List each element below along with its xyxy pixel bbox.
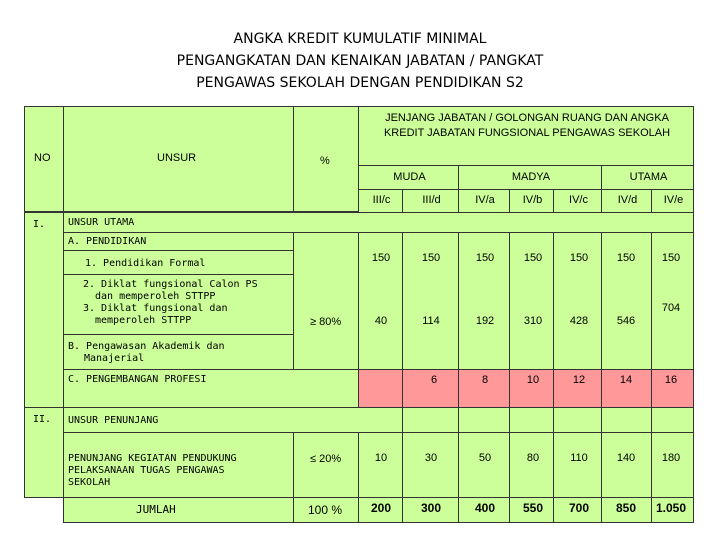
column-divider [553, 232, 554, 523]
diklat-value: 114 [422, 315, 440, 327]
penunjang-percent-cell [293, 432, 359, 498]
pengembangan-value: 6 [430, 374, 438, 386]
diklat-value: 40 [374, 315, 388, 327]
jumlah-cell [63, 497, 294, 523]
unsur-penunjang-cell [63, 407, 694, 433]
jumlah-label: JUMLAH [136, 503, 176, 516]
jumlah-value: 550 [522, 501, 544, 515]
diklat-line-4: memperoleh STTPP [95, 315, 192, 326]
column-divider [651, 232, 652, 523]
diklat-line-3: 3. Diklat fungsional dan [83, 303, 228, 314]
row-no-1: I. [33, 219, 46, 230]
jumlah-value: 200 [370, 501, 392, 515]
pengembangan-value: 10 [526, 374, 540, 386]
header-no: NO [34, 152, 51, 164]
unsur-utama-cell [63, 212, 694, 233]
penunjang-line-3: SEKOLAH [68, 477, 111, 488]
penunjang-value: 140 [616, 452, 636, 464]
jumlah-value: 400 [474, 501, 496, 515]
grade-7: IV/e [663, 194, 684, 206]
penunjang-line-1: PENUNJANG KEGIATAN PENDUKUNG [68, 453, 237, 464]
formal-value: 150 [569, 252, 589, 264]
pengawasan-line-2: Manajerial [84, 353, 145, 364]
grade-cell-7 [651, 189, 694, 213]
grade-5: IV/c [569, 194, 588, 206]
diklat-cell [63, 274, 294, 335]
formal-value: 150 [616, 252, 636, 264]
diklat-value: 704 [661, 302, 681, 314]
unsur-penunjang-label: UNSUR PENUNJANG [68, 415, 159, 426]
penunjang-value: 50 [478, 452, 492, 464]
column-divider [458, 232, 459, 523]
formal-value: 150 [661, 252, 681, 264]
unsur-utama-label: UNSUR UTAMA [68, 217, 135, 228]
header-group-utama: UTAMA [629, 171, 668, 183]
header-unsur: UNSUR [157, 152, 197, 164]
formal-value: 150 [475, 252, 495, 264]
row-no-2: II. [33, 414, 52, 425]
header-jenjang-line-1: JENJANG JABATAN / GOLONGAN RUANG DAN ANGKA [385, 112, 669, 124]
grade-2: III/d [422, 194, 441, 206]
title-line-1: ANGKA KREDIT KUMULATIF MINIMAL [233, 31, 487, 47]
jumlah-value: 300 [420, 501, 442, 515]
pengembangan-cell [63, 369, 359, 408]
formal-value: 150 [371, 252, 391, 264]
pengembangan-value: 8 [481, 374, 489, 386]
diklat-value: 310 [523, 315, 543, 327]
pengawasan-line-1: B. Pengawasan Akademik dan [68, 341, 225, 352]
diklat-line-2: dan memperoleh STTPP [95, 291, 216, 302]
column-divider [509, 232, 510, 523]
pendidikan-label: A. PENDIDIKAN [68, 236, 147, 247]
column-divider [601, 232, 602, 523]
grade-cell-4 [509, 189, 554, 213]
jumlah-value: 1.050 [655, 501, 687, 515]
pengembangan-label: C. PENGEMBANGAN PROFESI [68, 374, 207, 385]
diklat-line-1: 2. Diklat fungsional Calon PS [83, 279, 258, 290]
header-group-muda: MUDA [393, 171, 426, 183]
jumlah-value: 850 [615, 501, 637, 515]
pengembangan-value: 16 [664, 374, 678, 386]
column-divider [402, 232, 403, 523]
penunjang-value: 10 [374, 452, 388, 464]
utama-percent: ≥ 80% [310, 316, 342, 328]
pengawasan-cell [63, 334, 294, 370]
header-muda-cell [358, 165, 459, 190]
header-no-cell [24, 106, 64, 212]
formal-value: 150 [421, 252, 441, 264]
penunjang-value: 180 [661, 452, 681, 464]
pengembangan-value: 14 [619, 374, 633, 386]
grade-1: III/c [372, 194, 391, 206]
grade-cell-6 [601, 189, 652, 213]
no-cell-2 [24, 407, 64, 498]
header-percent-cell [293, 106, 359, 212]
grade-cell-3 [458, 189, 510, 213]
formal-value: 150 [523, 252, 543, 264]
grade-cell-1 [358, 189, 403, 213]
pendidikan-cell [63, 232, 294, 251]
penunjang-percent: ≤ 20% [310, 453, 342, 465]
grade-cell-2 [402, 189, 459, 213]
title-line-2: PENGANGKATAN DAN KENAIKAN JABATAN / PANGKAT [176, 53, 544, 69]
pengembangan-value: 12 [572, 374, 586, 386]
jumlah-percent: 100 % [308, 503, 343, 517]
title-line-3: PENGAWAS SEKOLAH DENGAN PENDIDIKAN S2 [196, 75, 524, 91]
utama-percent-cell [293, 232, 359, 370]
pendidikan-formal-label: 1. Pendidikan Formal [85, 258, 206, 269]
jumlah-percent-cell [293, 497, 359, 523]
grade-6: IV/d [617, 194, 638, 206]
grade-cell-5 [553, 189, 602, 213]
penunjang-cell [63, 432, 294, 498]
header-unsur-cell [63, 106, 294, 212]
header-group-madya: MADYA [511, 171, 551, 183]
penunjang-line-2: PELAKSANAAN TUGAS PENGAWAS [68, 465, 225, 476]
header-utama-cell [601, 165, 694, 190]
penunjang-value: 80 [526, 452, 540, 464]
diklat-value: 192 [475, 315, 495, 327]
grade-4: IV/b [522, 194, 543, 206]
pendidikan-formal-cell [63, 250, 294, 275]
penunjang-values-cell [358, 432, 694, 498]
no-cell-1 [24, 212, 64, 408]
diklat-value: 428 [569, 315, 589, 327]
header-percent: % [320, 155, 330, 167]
penunjang-value: 30 [424, 452, 438, 464]
grade-3: IV/a [475, 194, 495, 206]
diklat-value: 546 [616, 315, 636, 327]
header-madya-cell [458, 165, 602, 190]
penunjang-value: 110 [570, 452, 588, 464]
header-jenjang-cell [358, 106, 694, 166]
jumlah-value: 700 [568, 501, 590, 515]
header-jenjang-line-2: KREDIT JABATAN FUNGSIONAL PENGAWAS SEKOLAH [383, 127, 671, 139]
